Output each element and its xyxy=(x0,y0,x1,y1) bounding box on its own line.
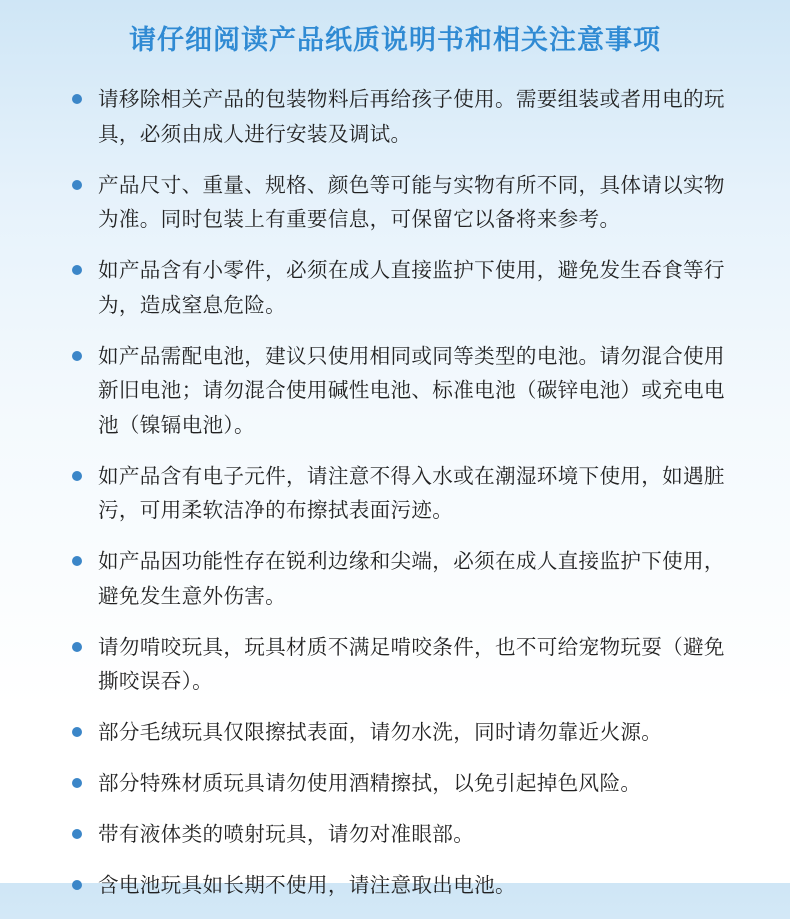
list-item-text: 部分特殊材质玩具请勿使用酒精擦拭，以免引起掉色风险。 xyxy=(98,771,642,795)
bullet-icon xyxy=(72,265,82,275)
bullet-icon xyxy=(72,351,82,361)
list-item-text: 带有液体类的喷射玩具，请勿对准眼部。 xyxy=(98,822,475,846)
list-item xyxy=(70,868,730,903)
list-item xyxy=(70,630,730,699)
list-item xyxy=(70,82,730,151)
list-item-text: 如产品因功能性存在锐利边缘和尖端，必须在成人直接监护下使用，避免发生意外伤害。 xyxy=(98,549,725,608)
list-item-text: 如产品需配电池，建议只使用相同或同等类型的电池。请勿混合使用新旧电池；请勿混合使用碱性电池、标准电池（碳锌电池）或充电电池（镍镉电池）。 xyxy=(98,343,725,437)
list-item xyxy=(70,459,730,528)
bullet-icon xyxy=(72,829,82,839)
list-item xyxy=(70,766,730,801)
bullet-icon xyxy=(72,642,82,652)
list-item xyxy=(70,339,730,443)
list-item-text: 请移除相关产品的包装物料后再给孩子使用。需要组装或者用电的玩具，必须由成人进行安装及调试。 xyxy=(98,87,725,146)
bullet-icon xyxy=(72,471,82,481)
bullet-icon xyxy=(72,778,82,788)
bullet-icon xyxy=(72,556,82,566)
bullet-icon xyxy=(72,880,82,890)
list-item-text: 请勿啃咬玩具，玩具材质不满足啃咬条件，也不可给宠物玩耍（避免撕咬误吞）。 xyxy=(98,634,725,693)
bullet-icon xyxy=(72,94,82,104)
list-item-text: 产品尺寸、重量、规格、颜色等可能与实物有所不同，具体请以实物为准。同时包装上有重要信息，可保留它以备将来参考。 xyxy=(98,172,725,231)
list-item-text: 部分毛绒玩具仅限擦拭表面，请勿水洗，同时请勿靠近火源。 xyxy=(98,720,663,744)
list-item xyxy=(70,715,730,750)
list-item xyxy=(70,253,730,322)
bullet-icon xyxy=(72,180,82,190)
list-item xyxy=(70,544,730,613)
list-item-text: 含电池玩具如长期不使用，请注意取出电池。 xyxy=(98,873,516,897)
list-item xyxy=(70,168,730,237)
bullet-icon xyxy=(72,727,82,737)
page-title: 请仔细阅读产品纸质说明书和相关注意事项 xyxy=(129,25,661,56)
notice-list xyxy=(70,82,730,919)
list-item-text: 如产品含有电子元件，请注意不得入水或在潮湿环境下使用，如遇脏污，可用柔软洁净的布擦拭表面污迹。 xyxy=(98,463,725,522)
list-item-text: 如产品含有小零件，必须在成人直接监护下使用，避免发生吞食等行为，造成窒息危险。 xyxy=(98,258,725,317)
list-item xyxy=(70,817,730,852)
